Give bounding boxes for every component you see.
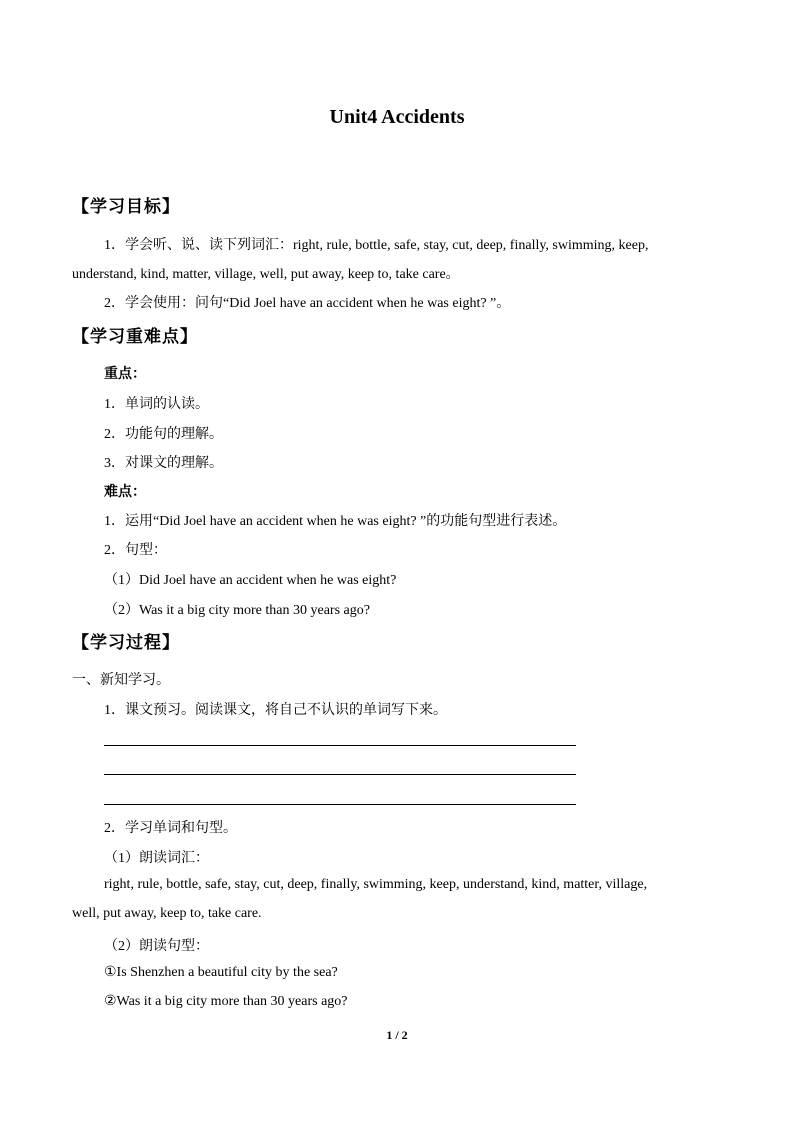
page-title: Unit4 Accidents (329, 106, 465, 128)
answer-line-1 (104, 745, 576, 746)
answer-line-2 (104, 774, 576, 775)
vocab-label: （1）朗读词汇： (104, 851, 209, 866)
focus-label: 重点： (104, 367, 146, 382)
vocab-line-2: well, put away, keep to, take care. (72, 906, 262, 921)
focus-item-3: 3．对课文的理解。 (104, 456, 223, 471)
objectives-heading: 【学习目标】 (72, 197, 180, 216)
difficulty-label: 难点： (104, 485, 146, 500)
page-number: 1 / 2 (386, 1028, 408, 1042)
focus-item-2: 2．功能句的理解。 (104, 427, 223, 442)
step-1: 1．课文预习。阅读课文，将自己不认识的单词写下来。 (104, 703, 447, 718)
part-1-title: 一、新知学习。 (72, 673, 170, 688)
key-points-heading: 【学习重难点】 (72, 327, 198, 346)
process-heading: 【学习过程】 (72, 633, 180, 652)
objective-item-1-line-1: 1．学会听、说、读下列词汇：right, rule, bottle, safe, stay, cut, deep, finally, swimming, keep, (104, 238, 649, 253)
objective-item-2: 2．学会使用：问句“Did Joel have an accident when he was eight? ”。 (104, 296, 511, 311)
difficulty-item-4: （2）Was it a big city more than 30 years ago? (104, 603, 370, 618)
difficulty-item-1: 1．运用“Did Joel have an accident when he was eight? ”的功能句型进行表述。 (104, 514, 567, 529)
objective-item-1-line-2: understand, kind, matter, village, well, put away, keep to, take care。 (72, 267, 460, 282)
sentence-1: ①Is Shenzhen a beautiful city by the sea? (104, 965, 338, 980)
vocab-line-1: right, rule, bottle, safe, stay, cut, deep, finally, swimming, keep, understand, kind, matter, village, (104, 877, 648, 892)
step-2: 2．学习单词和句型。 (104, 821, 237, 836)
difficulty-item-2: 2．句型： (104, 543, 167, 558)
sentence-label: （2）朗读句型： (104, 939, 209, 954)
focus-item-1: 1．单词的认读。 (104, 397, 209, 412)
sentence-2: ②Was it a big city more than 30 years ago? (104, 994, 348, 1009)
difficulty-item-3: （1）Did Joel have an accident when he was eight? (104, 573, 397, 588)
answer-line-3 (104, 804, 576, 805)
